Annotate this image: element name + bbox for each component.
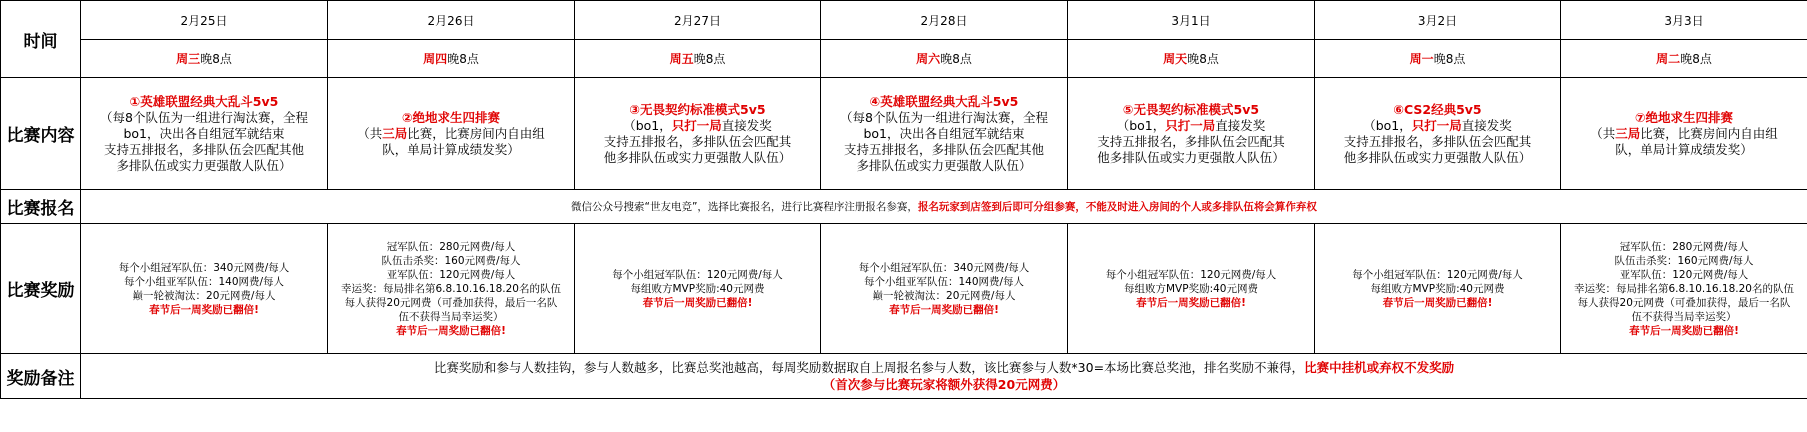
time-suffix: 晚8点 (200, 52, 232, 66)
prize-line: 队伍击杀奖：160元网费/每人 (1614, 254, 1754, 267)
event-title: ①英雄联盟经典大乱斗5v5 (129, 93, 279, 109)
date-cell: 2月27日 (575, 1, 821, 40)
date-cell: 2月26日 (328, 1, 575, 40)
desc-text: 直接发奖 (1215, 117, 1266, 133)
note-text: 比赛奖励和参与人数挂钩，参与人数越多，比赛总奖池越高，每周奖励数据取自上周报名参与人数，该比赛参与人数*30=本场比赛总奖池，排名奖励不兼得， (433, 360, 1305, 375)
prize-line: 每个小组亚军队伍：140网费/每人 (863, 275, 1025, 288)
content-row (1, 78, 1807, 190)
event-desc-line (1563, 126, 1805, 142)
weekday-cell (575, 40, 821, 78)
desc-highlight: 只打一局 (1165, 117, 1216, 133)
event-title: ⑥CS2经典5v5 (1393, 101, 1482, 117)
weekday-cell (328, 40, 575, 78)
note-line (83, 359, 1805, 376)
time-suffix: 晚8点 (1680, 52, 1712, 66)
note-label: 奖励备注 (1, 354, 81, 399)
weekday-label: 周二 (1656, 52, 1681, 66)
prize-row (1, 224, 1807, 354)
time-suffix: 晚8点 (693, 52, 726, 66)
date-cell: 2月28日 (821, 1, 1068, 40)
event-desc-line: 支持五排报名，多排队伍会匹配其 (603, 133, 792, 149)
date-cell: 3月1日 (1068, 1, 1315, 40)
prize-line: 巅一轮被淘汰：20元网费/每人 (132, 289, 276, 302)
prize-notice: 春节后一周奖励已翻倍! (1382, 296, 1493, 309)
prize-line: 冠军队伍：280元网费/每人 (386, 240, 516, 253)
desc-highlight: 只打一局 (671, 117, 722, 133)
weekday-cell (1315, 40, 1561, 78)
prize-notice: 春节后一周奖励已翻倍! (889, 303, 999, 316)
registration-warning: 报名玩家到店签到后即可分组参赛，不能及时进入房间的个人或多排队伍将会算作弃权 (917, 201, 1317, 213)
event-desc-line: bo1，决出各自组冠军就结束 (863, 125, 1025, 141)
content-cell (81, 78, 328, 190)
event-desc-line: （每8个队伍为一组进行淘汰赛，全程 (100, 109, 308, 125)
weekday-cell (1561, 40, 1807, 78)
desc-text: 直接发奖 (1461, 117, 1512, 133)
note-cell (81, 354, 1807, 399)
content-label: 比赛内容 (1, 78, 81, 190)
event-desc-line: 支持五排报名，多排队伍会匹配其 (1343, 133, 1532, 149)
date-cell: 3月3日 (1561, 1, 1807, 40)
date-cell: 3月2日 (1315, 1, 1561, 40)
event-desc-line (330, 126, 572, 142)
time-suffix: 晚8点 (447, 52, 479, 66)
desc-text: （共 (357, 125, 383, 141)
prize-cell (821, 224, 1068, 354)
date-cell: 2月25日 (81, 1, 328, 40)
weekday-cell (81, 40, 328, 78)
time-suffix: 晚8点 (1433, 52, 1466, 66)
prize-line: 幸运奖：每局排名第6.8.10.16.18.20名的队伍 (341, 282, 561, 295)
weekday-cell (1068, 40, 1315, 78)
weekday-label: 周天 (1163, 52, 1188, 66)
prize-line: 每人获得20元网费（可叠加获得，最后一名队 (1577, 296, 1791, 309)
event-desc-line: 队，单局计算成绩发奖） (382, 141, 520, 157)
event-title: ⑤无畏契约标准模式5v5 (1122, 101, 1260, 117)
time-label: 时间 (1, 1, 81, 78)
prize-notice: 春节后一周奖励已翻倍! (1629, 324, 1739, 337)
weekday-label: 周三 (176, 52, 201, 66)
time-suffix: 晚8点 (1187, 52, 1219, 66)
content-cell (1561, 78, 1807, 190)
event-title: ④英雄联盟经典大乱斗5v5 (869, 93, 1019, 109)
prize-line: 巅一轮被淘汰：20元网费/每人 (872, 289, 1016, 302)
prize-line: 每个小组冠军队伍：120元网费/每人 (1105, 268, 1277, 281)
event-desc-line: 他多排队伍或实力更强散人队伍） (603, 149, 792, 165)
weekday-label: 周一 (1409, 52, 1434, 66)
prize-line: 每个小组冠军队伍：120元网费/每人 (612, 268, 783, 281)
prize-cell (328, 224, 575, 354)
prize-line: 每组败方MVP奖励:40元网费 (630, 282, 765, 295)
content-cell (821, 78, 1068, 190)
event-desc-line (577, 118, 818, 134)
prize-line: 每组败方MVP奖励:40元网费 (1370, 282, 1505, 295)
prize-line: 幸运奖：每局排名第6.8.10.16.18.20名的队伍 (1574, 282, 1794, 295)
weekday-label: 周五 (669, 52, 694, 66)
prize-line: 每组败方MVP奖励:40元网费 (1124, 282, 1258, 295)
event-desc-line (1070, 118, 1312, 134)
weekday-label: 周四 (423, 52, 448, 66)
registration-text: 微信公众号搜索“世友电竞”，选择比赛报名，进行比赛程序注册报名参赛， (571, 201, 918, 213)
desc-text: （bo1， (1363, 117, 1412, 133)
prize-cell (1315, 224, 1561, 354)
event-title: ⑦绝地求生四排赛 (1634, 109, 1734, 125)
registration-label: 比赛报名 (1, 190, 81, 224)
desc-text: （bo1， (623, 117, 672, 133)
desc-highlight: 三局 (382, 125, 408, 141)
event-desc-line: 支持五排报名，多排队伍会匹配其他 (843, 141, 1044, 157)
prize-notice: 春节后一周奖励已翻倍! (396, 324, 506, 337)
prize-line: 亚军队伍：120元网费/每人 (1619, 268, 1749, 281)
time-suffix: 晚8点 (940, 52, 972, 66)
prize-notice: 春节后一周奖励已翻倍! (149, 303, 259, 316)
prize-line: 队伍击杀奖：160元网费/每人 (381, 254, 521, 267)
weekday-label: 周六 (916, 52, 941, 66)
prize-line: 伍不获得当局幸运奖） (398, 310, 504, 323)
prize-cell (81, 224, 328, 354)
registration-row (1, 190, 1807, 224)
desc-text: （共 (1590, 125, 1616, 141)
prize-cell (1068, 224, 1315, 354)
note-row (1, 354, 1807, 399)
weekday-cell (821, 40, 1068, 78)
prize-cell (1561, 224, 1807, 354)
event-desc-line: 支持五排报名，多排队伍会匹配其他 (103, 141, 304, 157)
prize-label: 比赛奖励 (1, 224, 81, 354)
event-desc-line: 多排队伍或实力更强散人队伍） (116, 157, 292, 173)
note-warning: 比赛中挂机或弃权不发奖励 (1304, 360, 1455, 375)
prize-notice: 春节后一周奖励已翻倍! (642, 296, 753, 309)
registration-info (81, 190, 1807, 224)
desc-text: 比赛，比赛房间内自由组 (407, 125, 545, 141)
prize-line: 每人获得20元网费（可叠加获得，最后一名队 (344, 296, 558, 309)
weekday-row (1, 40, 1807, 78)
date-row (1, 1, 1807, 40)
desc-text: （bo1， (1116, 117, 1166, 133)
content-cell (1315, 78, 1561, 190)
prize-line: 每个小组冠军队伍：340元网费/每人 (118, 261, 290, 274)
prize-notice: 春节后一周奖励已翻倍! (1136, 296, 1246, 309)
event-desc-line: bo1，决出各自组冠军就结束 (123, 125, 285, 141)
event-desc-line: 多排队伍或实力更强散人队伍） (856, 157, 1032, 173)
event-desc-line: （每8个队伍为一组进行淘汰赛，全程 (840, 109, 1048, 125)
prize-cell (575, 224, 821, 354)
content-cell (1068, 78, 1315, 190)
event-desc-line: 他多排队伍或实力更强散人队伍） (1097, 149, 1285, 165)
prize-line: 每个小组亚军队伍：140网费/每人 (123, 275, 285, 288)
content-cell (575, 78, 821, 190)
content-cell (328, 78, 575, 190)
prize-line: 每个小组冠军队伍：120元网费/每人 (1352, 268, 1523, 281)
event-title: ②绝地求生四排赛 (401, 109, 501, 125)
desc-highlight: 只打一局 (1411, 117, 1462, 133)
desc-text: 直接发奖 (721, 117, 772, 133)
desc-text: 比赛，比赛房间内自由组 (1640, 125, 1778, 141)
event-desc-line: 他多排队伍或实力更强散人队伍） (1343, 149, 1532, 165)
event-desc-line: 队，单局计算成绩发奖） (1615, 141, 1753, 157)
prize-line: 亚军队伍：120元网费/每人 (386, 268, 516, 281)
desc-highlight: 三局 (1615, 125, 1641, 141)
event-desc-line: 支持五排报名，多排队伍会匹配其 (1097, 133, 1285, 149)
prize-line: 每个小组冠军队伍：340元网费/每人 (858, 261, 1030, 274)
event-title: ③无畏契约标准模式5v5 (629, 101, 766, 117)
note-bonus: （首次参与比赛玩家将额外获得20元网费） (822, 377, 1066, 392)
prize-line: 伍不获得当局幸运奖） (1631, 310, 1737, 323)
prize-line: 冠军队伍：280元网费/每人 (1619, 240, 1749, 253)
event-desc-line (1317, 118, 1558, 134)
